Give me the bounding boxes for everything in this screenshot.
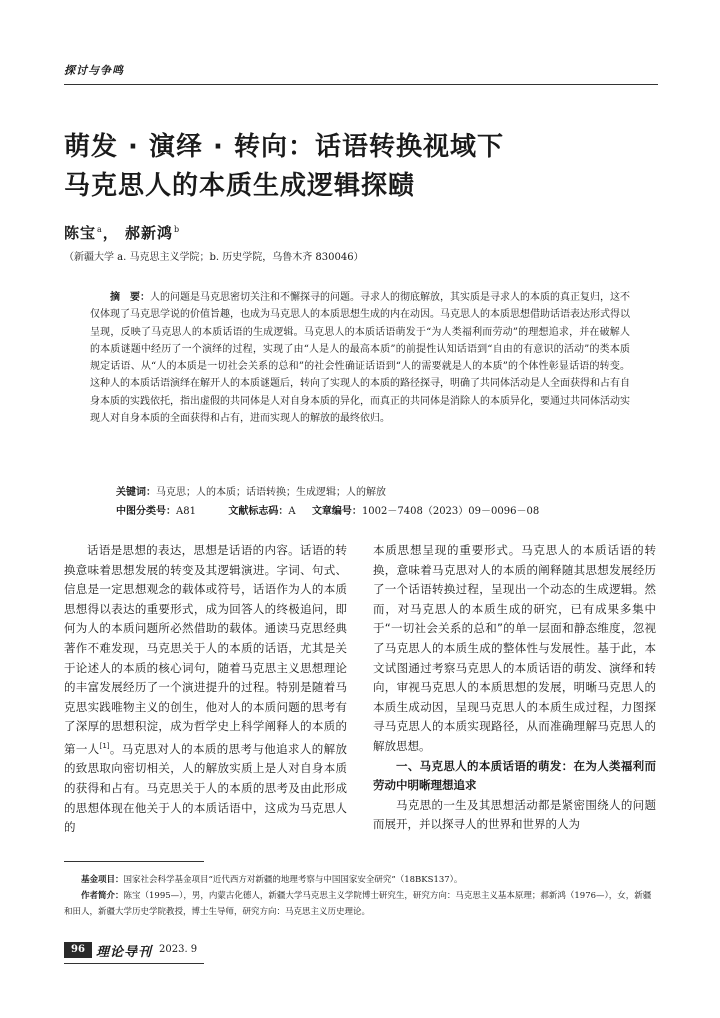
header-rule	[64, 84, 658, 85]
fund-note: 基金项目：国家社会科学基金项目“近代西方对新疆的地理考察与中国国家安全研究”（18BKS137）。	[81, 875, 463, 885]
page-number: 96	[64, 942, 92, 958]
body-paragraph: 马克思的一生及其思想活动都是紧密围绕人的问题而展开，并以探寻人的世界和世界的人为	[373, 797, 656, 832]
clc-label: 中图分类号：	[116, 506, 176, 517]
article-no-value: 1002－7408（2023）09－0096－08	[361, 506, 540, 517]
keywords-text: 马克思；人的本质；话语转换；生成逻辑；人的解放	[156, 487, 386, 498]
classification-line	[116, 502, 539, 517]
footnote-rule	[64, 861, 204, 862]
body-paragraph: 本质思想呈现的重要形式。马克思人的本质话语的转换，意味着马克思对人的本质的阐释随其思想发展经历了一个话语转换过程，呈现出一个动态的生成逻辑。然而，对马克思人的本质生成的研究，已有成果多集中于“一切社会关系的总和”的单一层面和静态维度，忽视了马克思人的本质生成的整体性与发展性。基于此，本文试图通过考察马克思人的本质话语的萌发、演绎和转向，审视马克思人的本质思想的发展，明晰马克思人的本质生成动因，呈现马克思人的本质生成过程，力图探寻马克思人的本质实现路径，从而准确理解马克思人的解放思想。	[373, 543, 656, 753]
journal-name: 理论导刊	[96, 945, 153, 960]
author-note: 作者简介：陈宝（1995—），男，内蒙古化德人，新疆大学马克思主义学院博士研究生，研究方向：马克思主义基本原理；郝新鸿（1976—），女，新疆和田人，新疆大学历史学院教授，博士生导师，研究方向：马克思主义历史理论。	[64, 891, 652, 917]
abstract	[90, 289, 630, 427]
abstract-text: 人的问题是马克思密切关注和不懈探寻的问题。寻求人的彻底解放，其实质是寻求人的本质的真正复归，这不仅体现了马克思学说的价值旨趣，也成为马克思人的本质思想生成的内在动因。马克思人的本质思想借助话语表达形式得以呈现，反映了马克思人的本质话语的生成逻辑。马克思人的本质话语萌发于“为人类福利而劳动”的理想追求，并在破解人的本质谜题中经历了一个演绎的过程，实现了由“人是人的最高本质”的前提性认知话语到“自由的有意识的活动”的类本质规定话语、从“人的本质是一切社会关系的总和”的社会性确证话语到“人的需要就是人的本质”的个体性彰显话语的转变。这种人的本质话语演绎在解开人的本质谜题后，转向了实现人的本质的路径探寻，明确了共同体活动是人全面获得和占有自身本质的实践依托，指出虚假的共同体是人对自身本质的异化，而真正的共同体是消除人的本质异化，要通过共同体活动实现人对自身本质的全面获得和占有，进而实现人的解放的最终依归。	[90, 292, 630, 425]
body-column-right	[373, 541, 656, 835]
footnotes	[64, 872, 658, 920]
footer-rule	[64, 963, 204, 964]
affiliation: （新疆大学 a. 马克思主义学院；b. 历史学院，乌鲁木齐 830046）	[64, 252, 364, 263]
clc-value: A81	[176, 506, 196, 517]
section-tag: 探讨与争鸣	[64, 64, 124, 77]
author-affil-mark: a	[97, 225, 103, 234]
keywords-label: 关键词：	[116, 487, 156, 498]
issue-date: 2023. 9	[159, 944, 198, 955]
article-title	[64, 128, 504, 206]
author-name: 陈宝	[64, 224, 97, 242]
title-line-1: 萌发 · 演绎 · 转向：话语转换视域下	[64, 132, 504, 162]
doc-code-value: A	[288, 506, 296, 517]
doc-code-label: 文献标志码：	[228, 506, 289, 517]
section-heading: 一、马克思人的本质话语的萌发：在为人类福利而劳动中明晰理想追求	[373, 758, 656, 793]
body-paragraph: 话语是思想的表达，思想是话语的内容。话语的转换意味着思想发展的转变及其逻辑演进。字词、句式、信息是一定思想观念的载体或符号，话语作为人的本质思想得以表达的重要形式，成为回答人的终极追问，即何为人的本质问题所必然借助的载体。通读马克思经典著作不难发现，马克思关于人的本质的话语，尤其是关于论述人的本质的核心词句，随着马克思主义思想理论的丰富发展经历了一个演进提升的过程。特别是随着马克思实践唯物主义的创生，他对人的本质问题的思考有了深厚的思想积淀，成为哲学史上科学阐释人的本质的第一人[1]。马克思对人的本质的思考与他追求人的解放的致思取向密切相关，人的解放实质上是人对自身本质的获得和占有。马克思关于人的本质的思考及由此形成的思想体现在他关于人的本质话语中，这成为马克思人的	[64, 543, 348, 835]
author-name: 郝新鸿	[125, 224, 174, 242]
article-no-label: 文章编号：	[311, 506, 362, 517]
body-column-left	[64, 541, 347, 838]
citation-ref: [1]	[99, 741, 110, 750]
abstract-label: 摘 要：	[110, 292, 150, 303]
author-list: 陈宝$^a$， 郝新鸿$^b$	[64, 224, 181, 242]
keywords	[116, 483, 386, 498]
title-line-2: 马克思人的本质生成逻辑探赜	[64, 171, 416, 201]
author-affil-mark: b	[174, 225, 181, 234]
